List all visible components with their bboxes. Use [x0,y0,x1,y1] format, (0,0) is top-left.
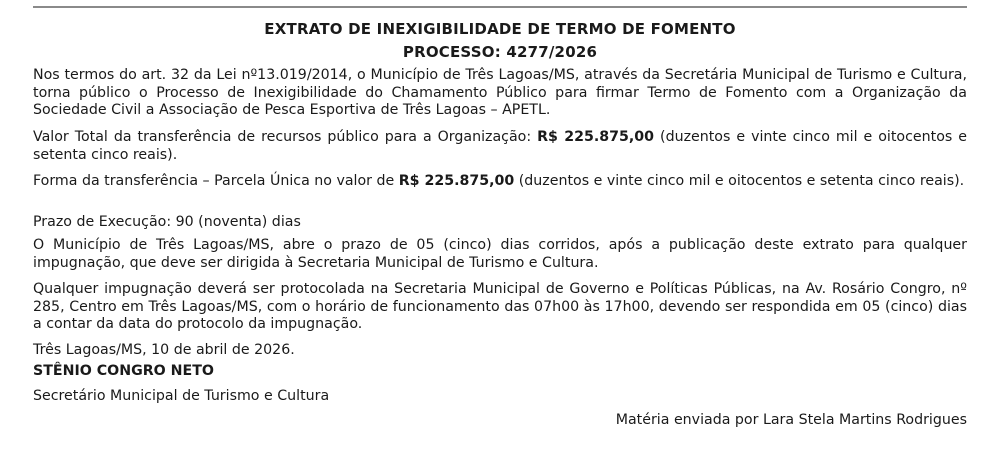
signer-role: Secretário Municipal de Turismo e Cultura [33,388,330,404]
top-divider [33,6,967,8]
impugnacao-paragraph: O Município de Três Lagoas/MS, abre o prazo de 05 (cinco) dias corridos, após a publicação deste extrato para qualquer impugnação, que deve ser dirigida à Secretaria Municipal de Turismo e Cultura. [33,237,967,271]
forma-amount: R$ 225.875,00 [398,173,515,189]
valor-prefix: Valor Total da transferência de recursos público para a Organização: [33,129,538,145]
date-line: Três Lagoas/MS, 10 de abril de 2026. [33,342,295,358]
process-number: PROCESSO: 4277/2026 [402,43,598,61]
protocolo-paragraph: Qualquer impugnação deverá ser protocolada na Secretaria Municipal de Governo e Políticas Públicas, na Av. Rosário Congro, nº 285, Centro em Três Lagoas/MS, com o horário de funcionamento das 07h00 às 17h00, devendo ser respondida em 05 (cinco) dias a contar da data do protocolo da impugnação. [33,281,967,332]
signer-name: STÊNIO CONGRO NETO [33,363,214,379]
prazo-execucao: Prazo de Execução: 90 (noventa) dias [33,214,301,230]
document-title: EXTRATO DE INEXIGIBILIDADE DE TERMO DE FOMENTO [264,20,736,38]
valor-amount: R$ 225.875,00 [537,129,655,145]
intro-paragraph: Nos termos do art. 32 da Lei nº13.019/2014, o Município de Três Lagoas/MS, através da Secretária Municipal de Turismo e Cultura, torna público o Processo de Inexigibilidade do Chamamento Público para firmar Termo de Fomento com a Organização da Sociedade Civil a Associação de Pesca Esportiva de Três Lagoas – APETL. [33,67,967,118]
forma-prefix: Forma da transferência – Parcela Única no valor de [33,173,399,189]
forma-suffix: (duzentos e vinte cinco mil e oitocentos e setenta cinco reais). [514,173,965,189]
forma-transferencia-paragraph [33,173,967,191]
valor-suffix: (duzentos e vinte cinco mil e oitocentos e setenta cinco reais). [33,129,967,163]
sent-by-note: Matéria enviada por Lara Stela Martins Rodrigues [615,412,967,428]
valor-total-paragraph [33,129,967,164]
